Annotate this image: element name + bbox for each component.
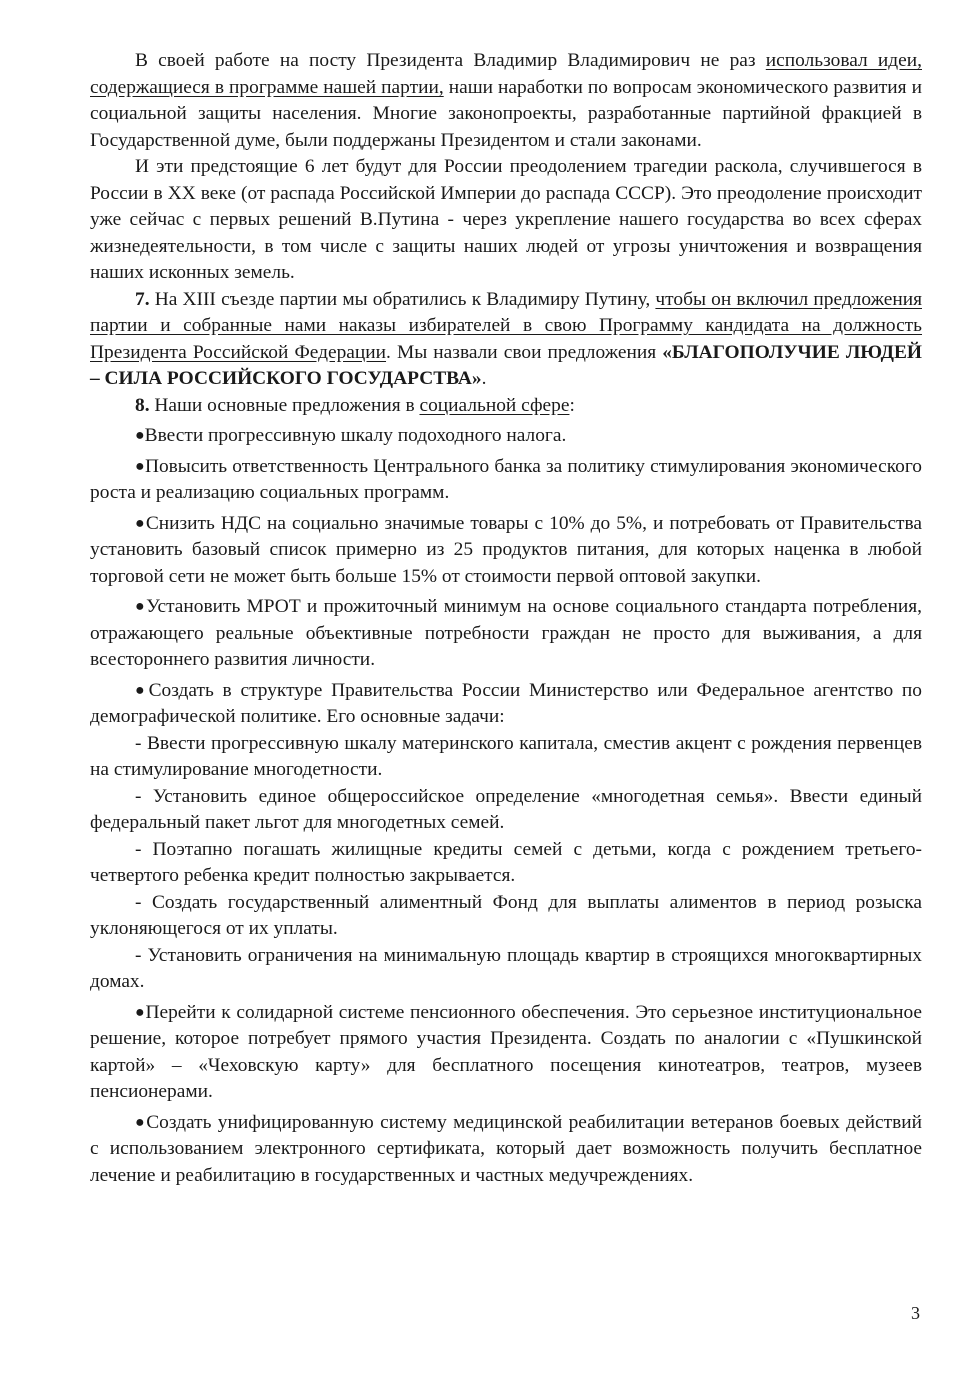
- bullet-icon: ●: [135, 598, 147, 615]
- item-text: Создать в структуре Правительства России Министерство или Федеральное агентство по демографической политике. Его основные задачи:: [90, 679, 922, 727]
- bullet-item: [90, 423, 922, 450]
- item-text: - Установить ограничения на минимальную площадь квартир в строящихся многоквартирных домах.: [90, 944, 922, 992]
- underlined-text: чтобы он включил предложения партии и собранные нами наказы избирателей в свою Программу кандидата на должность Президента Российской Федерации: [90, 288, 922, 363]
- bullet-item: [90, 511, 922, 591]
- text-run: .: [481, 368, 487, 389]
- point-number: 8.: [135, 394, 150, 416]
- paragraph-six-years: [90, 154, 922, 287]
- underlined-text: социальной сфере: [419, 394, 570, 416]
- bullet-icon: ●: [135, 427, 145, 444]
- bullet-item: [90, 594, 922, 674]
- paragraph-point-8: [90, 393, 922, 420]
- item-text: Снизить НДС на социально значимые товары с 10% до 5%, и потребовать от Правительства установить базовый список примерно из 25 продуктов питания, для которых наценка в любой торговой сети не может быть больше 15% от стоимости первой оптовой закупки.: [90, 512, 922, 587]
- bullet-icon: ●: [135, 1113, 147, 1131]
- bullet-icon: ●: [135, 514, 146, 532]
- text-run: наши наработки по вопросам экономического развития и социальной защиты населения. Многие законопроекты, разработанные партийной фракцией в Государственной думе, были поддержаны Президентом и стали законами.: [90, 76, 922, 151]
- bullet-item: [90, 454, 922, 507]
- text-run: И эти предстоящие 6 лет будут для России преодолением трагедии раскола, случившегося в России в XX веке (от распада Российской Империи до распада СССР). Это преодоление происходит уже сейчас с первых решений В.Путина - через укрепление нашего государства во всех сферах жизнедеятельности, в том числе с защиты наших людей от угрозы уничтожения и возвращения наших исконных земель.: [90, 156, 922, 283]
- page-number: 3: [911, 1303, 920, 1323]
- bullet-item: [90, 678, 922, 731]
- item-text: - Ввести прогрессивную шкалу материнского капитала, сместив акцент с рождения первенцев на стимулирование многодетности.: [90, 732, 922, 780]
- dash-item: [90, 943, 922, 996]
- point-number: 7.: [135, 288, 150, 310]
- proposal-list: [90, 423, 922, 1189]
- item-text: - Создать государственный алиментный Фонд для выплаты алиментов в период розыска уклоняющегося от их уплаты.: [90, 891, 922, 939]
- item-text: Повысить ответственность Центрального банка за политику стимулирования экономического роста и реализацию социальных программ.: [90, 455, 922, 503]
- bullet-item: [90, 1000, 922, 1106]
- paragraph-point-7: [90, 287, 922, 393]
- dash-item: [90, 837, 922, 890]
- dash-item: [90, 784, 922, 837]
- dash-item: [90, 731, 922, 784]
- text-run: . Мы назвали свои предложения: [386, 341, 663, 363]
- item-text: Создать унифицированную систему медицинской реабилитации ветеранов боевых действий с использованием электронного сертификата, который дает возможность получить бесплатное лечение и реабилитацию в государственных и частных медучреждениях.: [90, 1111, 922, 1186]
- item-text: Установить МРОТ и прожиточный минимум на основе социального стандарта потребления, отражающего реальные объективные потребности граждан не просто для выживания, а для всестороннего развития личности.: [90, 596, 922, 670]
- dash-item: [90, 890, 922, 943]
- text-run: Наши основные предложения в: [149, 394, 420, 416]
- item-text: - Установить единое общероссийское определение «многодетная семья». Ввести единый федеральный пакет льгот для многодетных семей.: [90, 785, 922, 833]
- bullet-item: [90, 1110, 922, 1190]
- bullet-icon: ●: [135, 457, 145, 475]
- bullet-icon: ●: [135, 1003, 146, 1021]
- slogan: «БЛАГОПОЛУЧИЕ ЛЮДЕЙ – СИЛА РОССИЙСКОГО ГОСУДАРСТВА»: [90, 341, 923, 389]
- document-body: [90, 48, 922, 1189]
- item-text: Перейти к солидарной системе пенсионного обеспечения. Это серьезное институциональное решение, которое потребует прямого участия Президента. Создать по аналогии с «Пушкинской картой» – «Чеховскую карту» для бесплатного посещения кинотеатров, театров, музеев пенсионерами.: [90, 1001, 922, 1102]
- underlined-text: использовал идеи, содержащиеся в программе нашей партии,: [90, 50, 922, 98]
- paragraph-president-ideas: [90, 48, 922, 154]
- text-run: На XIII съезде партии мы обратились к Владимиру Путину,: [149, 288, 656, 310]
- item-text: - Поэтапно погашать жилищные кредиты семей с детьми, когда с рождением третьего-четвертого ребенка кредит полностью закрывается.: [90, 838, 922, 886]
- bullet-icon: ●: [135, 681, 149, 699]
- item-text: Ввести прогрессивную шкалу подоходного налога.: [144, 425, 567, 446]
- text-run: :: [569, 394, 575, 416]
- text-run: В своей работе на посту Президента Владимир Владимирович не раз: [135, 50, 766, 71]
